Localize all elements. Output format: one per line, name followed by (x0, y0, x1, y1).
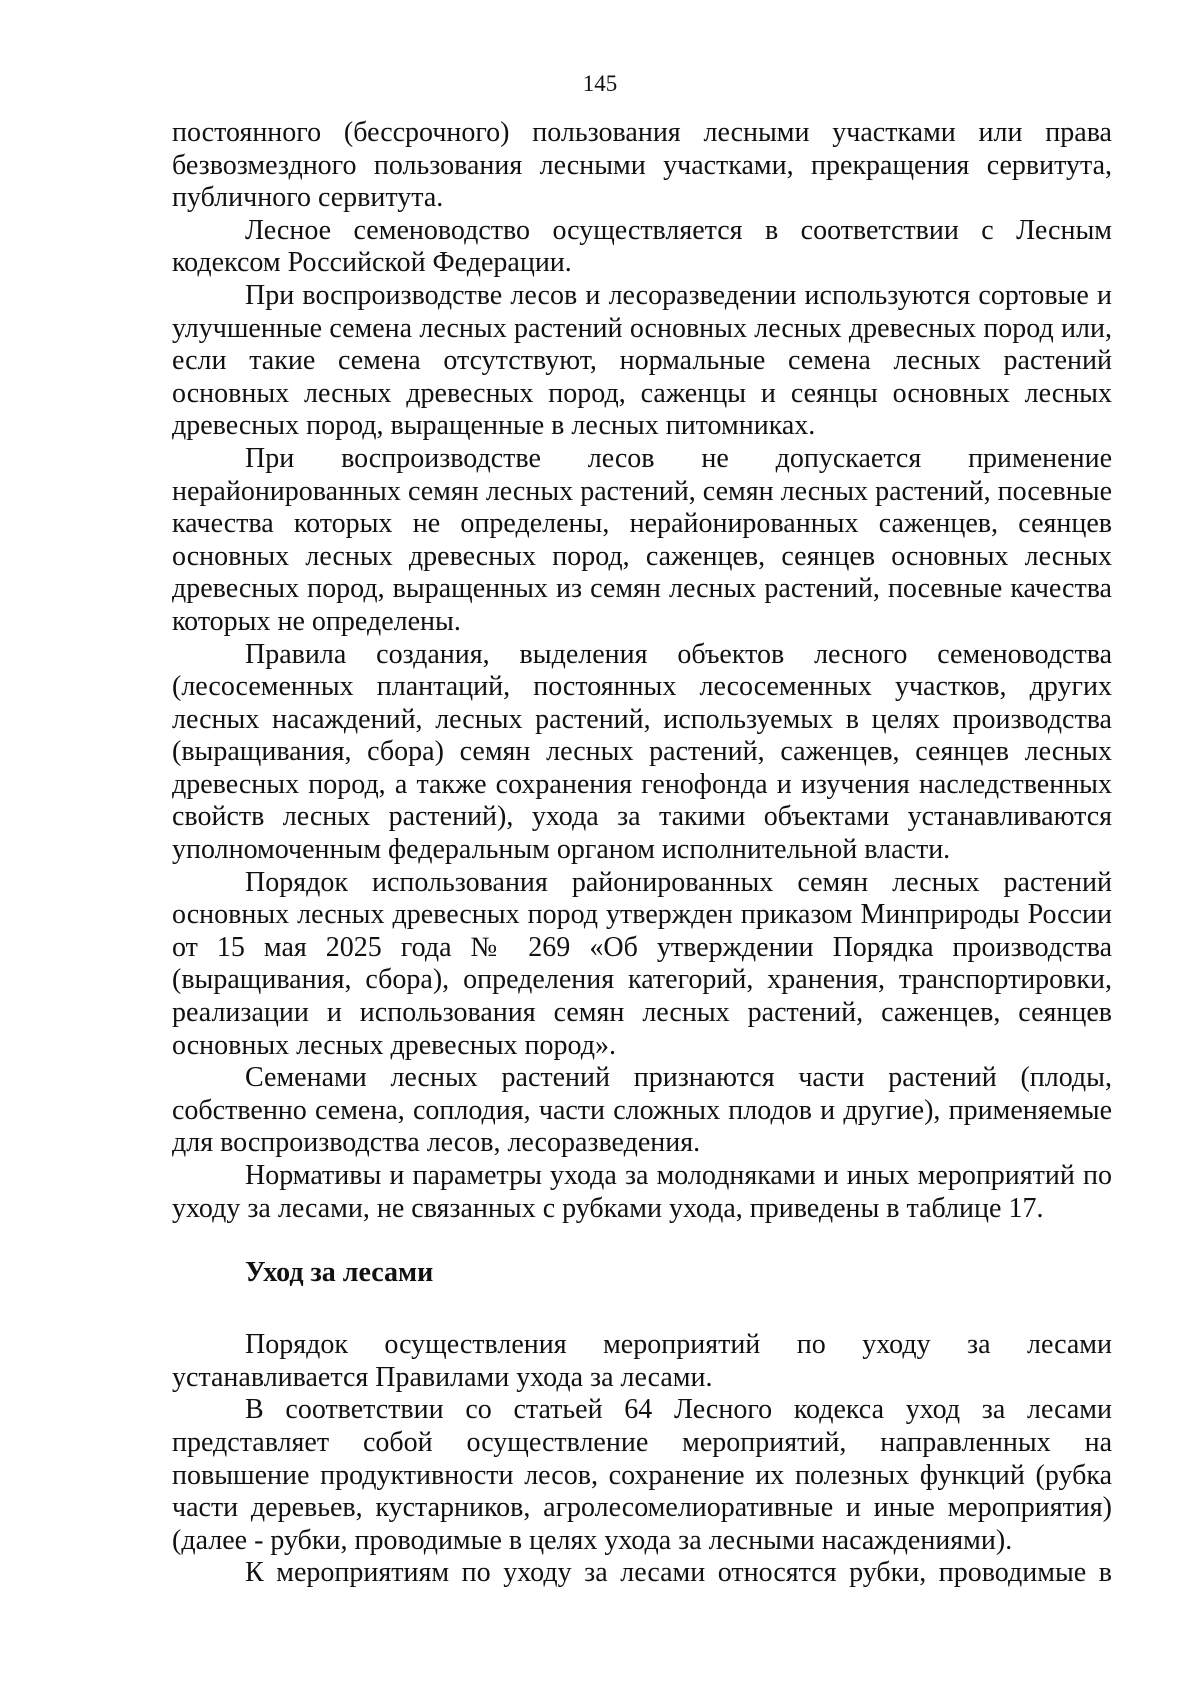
paragraph-care-measures: К мероприятиям по уходу за лесами относятся рубки, проводимые в (245, 1557, 1112, 1589)
paragraph-seed-production: Лесное семеноводство осуществляется в соответствии с Лесным кодексом Российской Федерации. (172, 214, 1112, 279)
paragraph-continuation: постоянного (бессрочного) пользования лесными участками или права безвозмездного пользования лесными участками, прекращения сервитута, публичного сервитута. (172, 117, 1112, 214)
section-heading: Уход за лесами (245, 1257, 434, 1289)
paragraph-care-procedure: Порядок осуществления мероприятий по уходу за лесами устанавливается Правилами ухода за лесами. (172, 1329, 1112, 1393)
paragraph-not-allowed: При воспроизводстве лесов не допускается применение нерайонированных семян лесных растений, семян лесных растений, посевные качества которых не определены, нерайонированных саженцев, сеянцев основных лесных древесных пород, саженцев, сеянцев основных лесных древесных пород, выращенных из семян лесных растений, посевные качества которых не определены. (172, 442, 1112, 637)
paragraph-article-64: В соответствии со статьей 64 Лесного кодекса уход за лесами представляет собой осуществление мероприятий, направленных на повышение продуктивности лесов, сохранение их полезных функций (рубка части деревьев, кустарников, агролесомелиоративные и иные мероприятия) (далее - рубки, проводимые в целях ухода за лесными насаждениями). (172, 1394, 1112, 1556)
document-body (172, 117, 1112, 1590)
paragraph-seeds-definition: Семенами лесных растений признаются части растений (плоды, собственно семена, соплодия, части сложных плодов и другие), применяемые для воспроизводства лесов, лесоразведения. (172, 1062, 1112, 1159)
paragraph-rules-creation: Правила создания, выделения объектов лесного семеноводства (лесосеменных плантаций, постоянных лесосеменных участков, других лесных насаждений, лесных растений, используемых в целях производства (выращивания, сбора) семян лесных растений, саженцев, сеянцев лесных древесных пород, а также сохранения генофонда и изучения наследственных свойств лесных растений), ухода за такими объектами устанавливаются уполномоченным федеральным органом исполнительной власти. (172, 638, 1112, 866)
paragraph-norms-table-reference: Нормативы и параметры ухода за молодняками и иных мероприятий по уходу за лесами, не связанных с рубками ухода, приведены в таблице 17. (172, 1160, 1112, 1224)
paragraph-reproduction-seeds: При воспроизводстве лесов и лесоразведении используются сортовые и улучшенные семена лесных растений основных лесных древесных пород или, если такие семена отсутствуют, нормальные семена лесных растений основных лесных древесных пород, саженцы и сеянцы основных лесных древесных пород, выращенные в лесных питомниках. (172, 279, 1112, 442)
page-number: 145 (582, 71, 618, 96)
paragraph-order-usage: Порядок использования районированных семян лесных растений основных лесных древесных пород утвержден приказом Минприроды России от 15 мая 2025 года № 269 «Об утверждении Порядка производства (выращивания, сбора), определения категорий, хранения, транспортировки, реализации и использования семян лесных растений, саженцев, сеянцев основных лесных древесных пород». (172, 866, 1112, 1061)
